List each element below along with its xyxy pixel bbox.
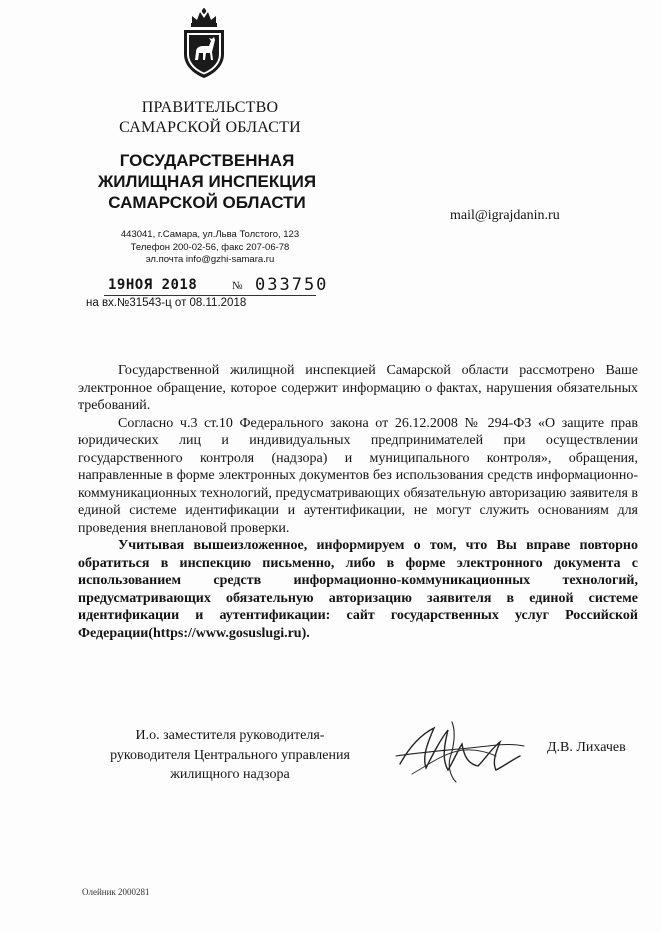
address-line-3: эл.почта info@gzhi-samara.ru xyxy=(145,254,275,265)
address-line-2: Телефон 200-02-56, факс 207-06-78 xyxy=(130,241,290,253)
body-paragraph-3: Учитывая вышеизложенное, информируем о том, что Вы вправе повторно обратиться в инспекцию письменно, либо в форме электронного документа с использованием средств информационно-коммуникационных технологий, предусматривающих обязательную авторизацию заявителя в единой системе идентификации и аутентификации: сайт государственных услуг Российской Федерации(https://www.gosuslugi.ru). xyxy=(78,538,638,641)
inspection-title-line-3: САМАРСКОЙ ОБЛАСТИ xyxy=(108,193,306,212)
registration-underline xyxy=(104,295,316,296)
signer-position-line-2: руководителя Центрального управления xyxy=(110,747,350,763)
letter-body xyxy=(78,362,638,642)
incoming-reference: на вх.№31543-ц от 08.11.2018 xyxy=(86,297,247,309)
sender-address xyxy=(110,229,310,267)
inspection-title-line-2: ЖИЛИЩНАЯ ИНСПЕКЦИЯ xyxy=(97,172,317,191)
gov-title-line-2: САМАРСКОЙ ОБЛАСТИ xyxy=(119,119,301,136)
address-line-1: 443041, г.Самара, ул.Льва Толстого, 123 xyxy=(120,229,300,240)
body-paragraph-1: Государственной жилищной инспекцией Самарской области рассмотрено Ваше электронное обращение, которое содержит информацию о фактах, нарушения обязательных требований. xyxy=(78,363,638,413)
inspection-title xyxy=(92,150,322,213)
registration-date: 19НОЯ 2018 xyxy=(108,277,198,293)
coat-of-arms-emblem xyxy=(178,8,230,80)
signer-position-line-1: И.о. заместителя руководителя- xyxy=(135,728,325,743)
signer-position-line-3: жилищного надзора xyxy=(170,767,290,782)
body-paragraph-2: Согласно ч.3 ст.10 Федерального закона от 26.12.2008 № 294-ФЗ «О защите прав юридических лиц и индивидуальных предпринимателей при осуществлении государственного контроля (надзора) и муниципального контроля», обращения, направленные в форме электронных документов без использования средств информационно-коммуникационных технологий, предусматривающих обязательную авторизацию заявителя в единой системе идентификации и аутентификации, не могут служить основаниям для проведения внеплановой проверки. xyxy=(78,415,638,536)
signer-name: Д.В. Лихачев xyxy=(547,740,626,755)
recipient-email: mail@igrajdanin.ru xyxy=(450,208,560,223)
inspection-title-line-1: ГОСУДАРСТВЕННАЯ xyxy=(119,151,295,170)
registration-number: 033750 xyxy=(255,275,329,295)
executor-note: Олейник 2000281 xyxy=(82,887,150,897)
registration-number-label: № xyxy=(232,280,243,292)
handwritten-signature xyxy=(392,716,528,788)
gov-title-line-1: ПРАВИТЕЛЬСТВО xyxy=(141,99,279,116)
government-title xyxy=(110,98,310,138)
signer-position xyxy=(80,726,380,785)
